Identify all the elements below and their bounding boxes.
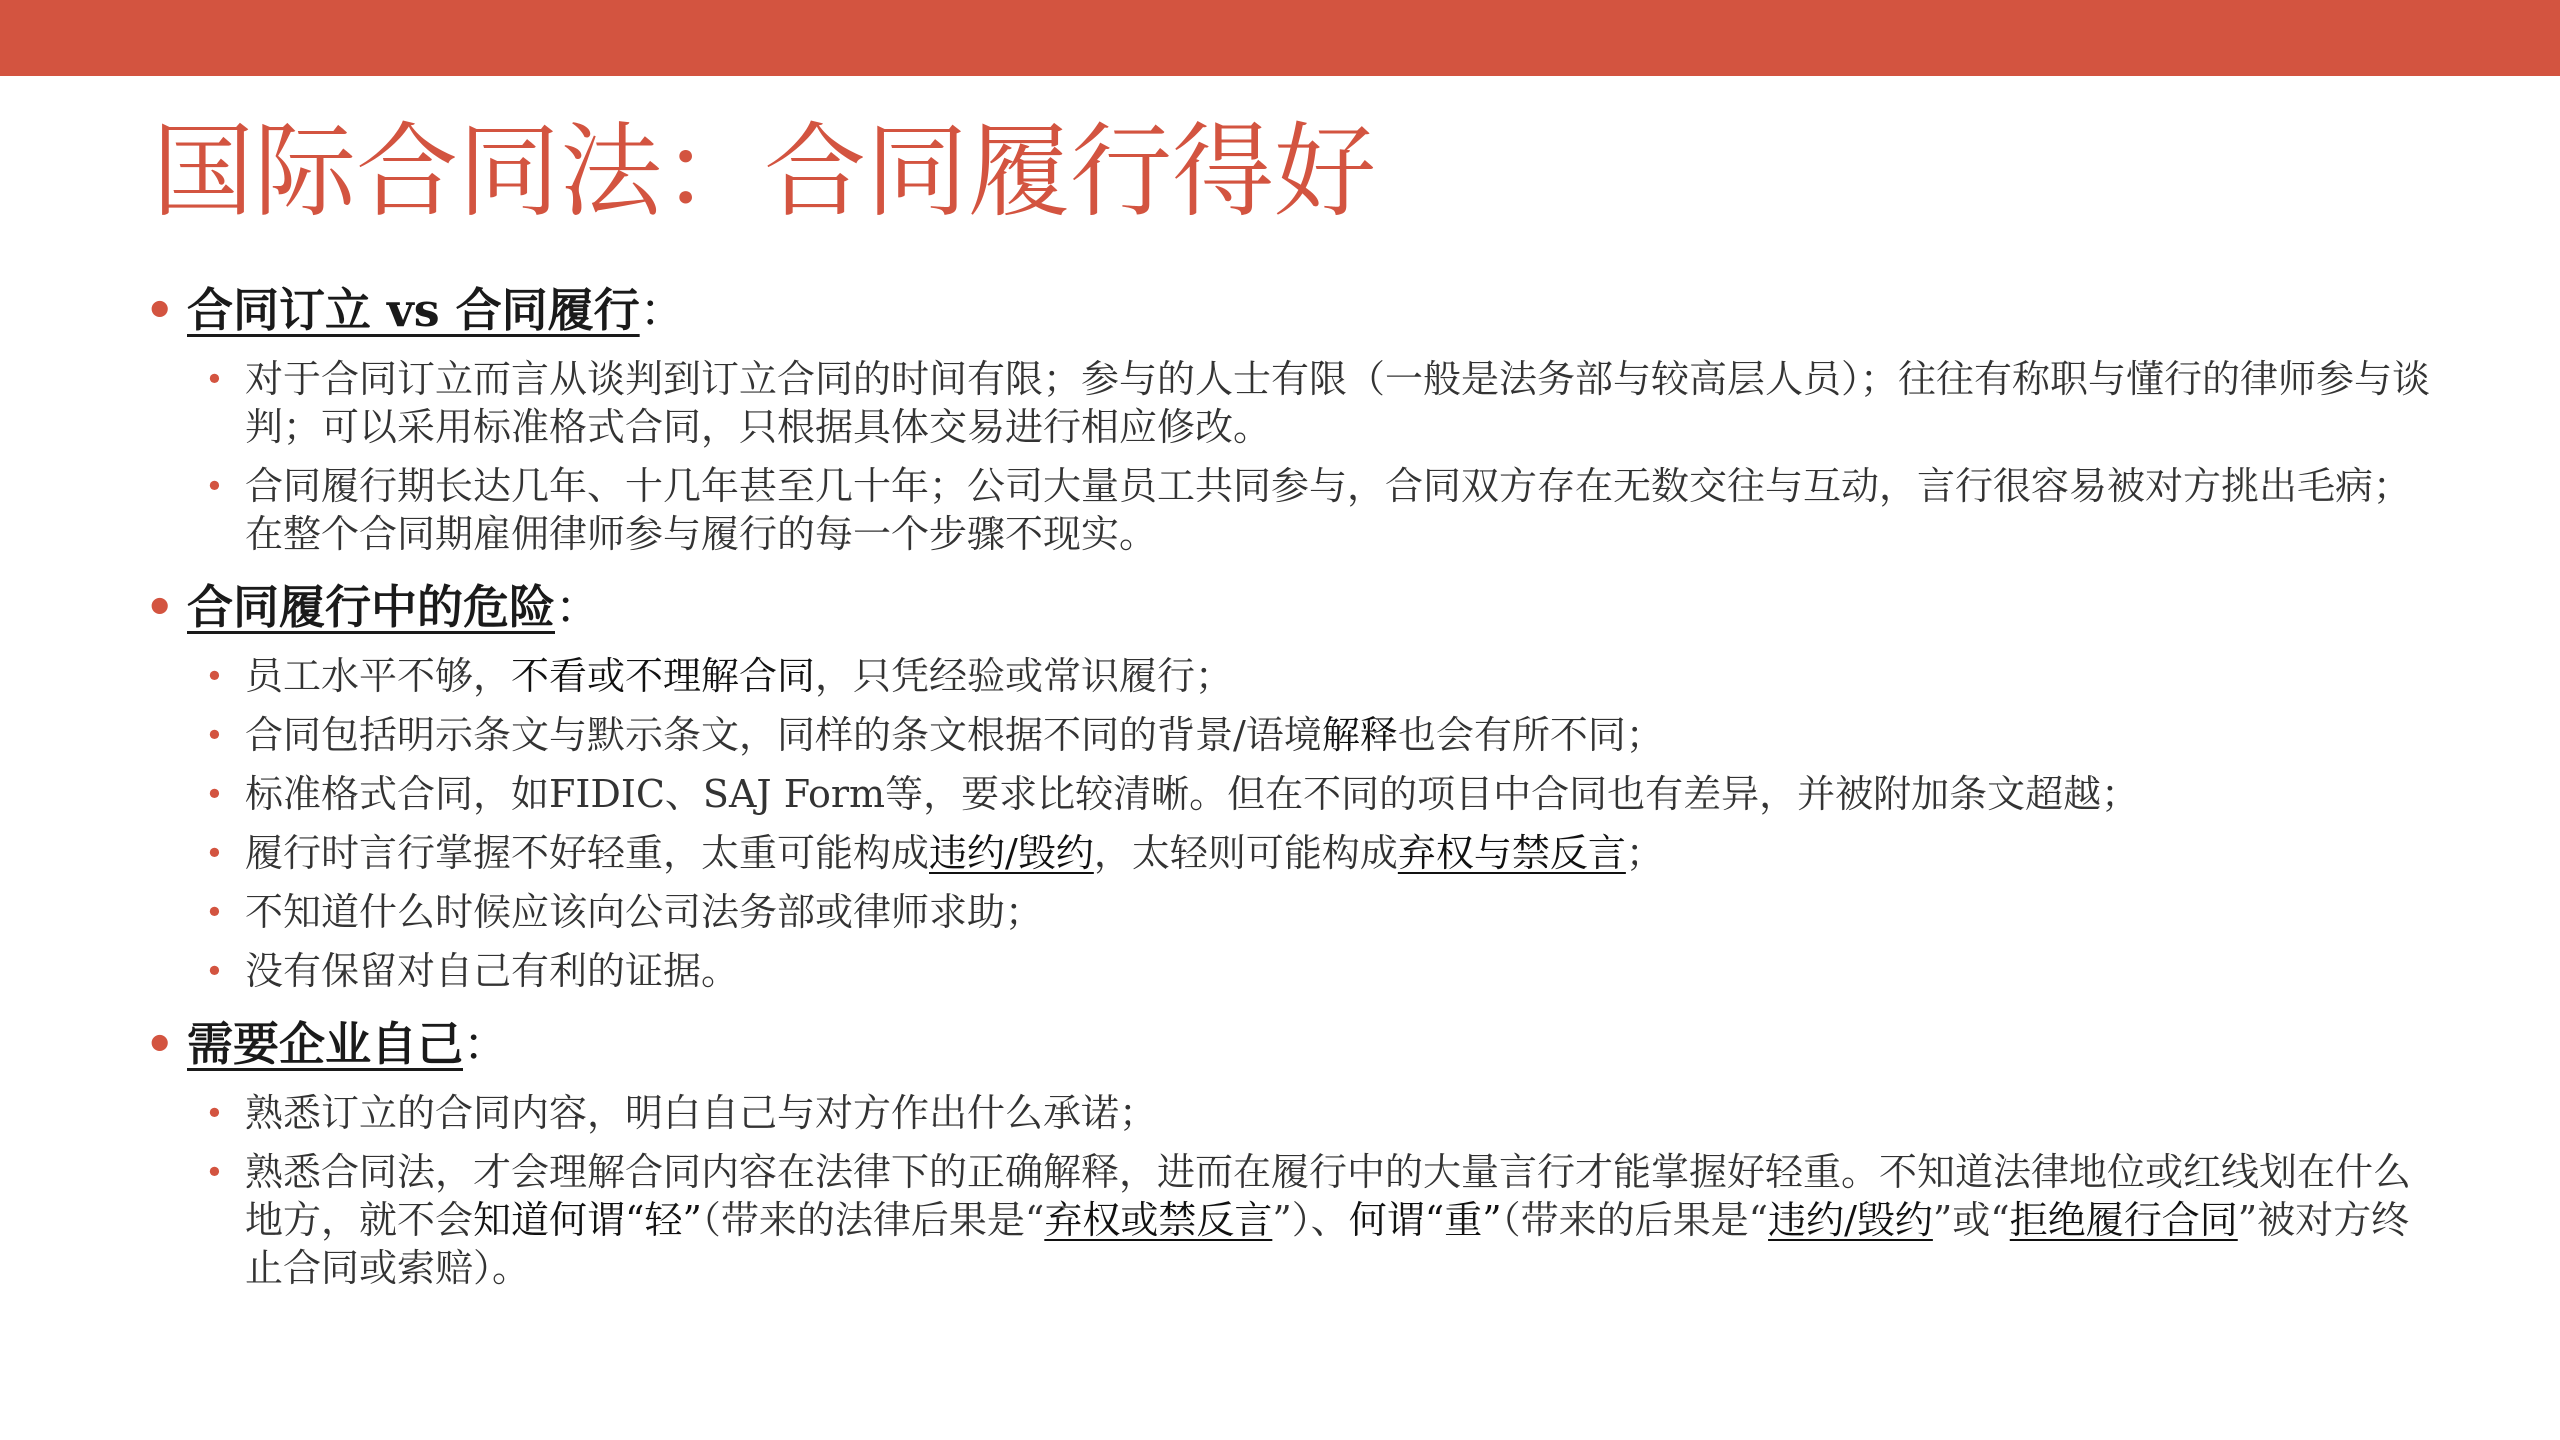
bullet-icon: • — [145, 1017, 175, 1071]
top-accent-bar — [0, 0, 2560, 76]
bullet-icon: • — [205, 1094, 224, 1132]
bullet-icon: • — [145, 580, 175, 634]
underlined-term: 弃权或禁反言 — [1044, 1198, 1273, 1242]
underlined-term: 违约/毁约 — [929, 831, 1094, 875]
section-heading: • 合同订立 vs 合同履行： — [145, 275, 2435, 345]
bullet-icon: • — [205, 893, 224, 931]
emphasis-text: 不看或不理解合同 — [511, 654, 816, 698]
list-item: • 对于合同订立而言从谈判到订立合同的时间有限；参与的人士有限（一般是法务部与较高层人员）；往往有称职与懂行的律师参与谈判；可以采用标准格式合同，只根据具体交易进行相应修改。 — [205, 357, 2431, 449]
list-item: • 合同包括明示条文与默示条文，同样的条文根据不同的背景/语境解释也会有所不同； — [205, 713, 1664, 757]
underlined-term: 违约/毁约 — [1768, 1198, 1933, 1242]
bullet-icon: • — [205, 716, 224, 754]
emphasis-text: 知道何谓“轻” — [473, 1198, 702, 1242]
list-item: • 不知道什么时候应该向公司法务部或律师求助； — [205, 890, 1044, 934]
section-enterprise-needs — [145, 1009, 2435, 1292]
sub-bullet-list — [145, 355, 2435, 558]
sub-bullet-list — [145, 652, 2435, 995]
list-item: • 标准格式合同，如FIDIC、SAJ Form等，要求比较清晰。但在不同的项目中合同也有差异，并被附加条文超越； — [205, 772, 2140, 816]
section-heading-text: 合同订立 vs 合同履行 — [187, 283, 640, 337]
bullet-icon: • — [205, 657, 224, 695]
underlined-term: 拒绝履行合同 — [2009, 1198, 2238, 1242]
underlined-term: 弃权与禁反言 — [1397, 831, 1626, 875]
section-heading-text: 合同履行中的危险 — [187, 580, 555, 634]
list-item: • 熟悉合同法，才会理解合同内容在法律下的正确解释，进而在履行中的大量言行才能掌握好轻重。不知道法律地位或红线划在什么地方，就不会知道何谓“轻”（带来的法律后果是“弃权或禁反言”）、何谓“重”（带来的后果是“违约/毁约”或“拒绝履行合同”被对方终止合同或索赔）。 — [205, 1150, 2412, 1290]
section-heading-text: 需要企业自己 — [187, 1017, 463, 1071]
bullet-icon: • — [205, 360, 224, 398]
section-performance-risks — [145, 572, 2435, 995]
list-item: • 员工水平不够，不看或不理解合同，只凭经验或常识履行； — [205, 654, 1234, 698]
section-contract-formation-vs-performance — [145, 275, 2435, 558]
bullet-icon: • — [205, 952, 224, 990]
bullet-icon: • — [205, 775, 224, 813]
bullet-icon: • — [205, 467, 224, 505]
bullet-icon: • — [205, 1153, 224, 1191]
bullet-icon: • — [205, 834, 224, 872]
list-item: • 没有保留对自己有利的证据。 — [205, 949, 740, 993]
section-heading: • 合同履行中的危险： — [145, 572, 2435, 642]
emphasis-text: 解释 — [1321, 713, 1398, 757]
list-item: • 合同履行期长达几年、十几年甚至几十年；公司大量员工共同参与，合同双方存在无数交往与互动，言行很容易被对方挑出毛病；在整个合同期雇佣律师参与履行的每一个步骤不现实。 — [205, 464, 2412, 556]
section-heading: • 需要企业自己： — [145, 1009, 2435, 1079]
list-item: • 履行时言行掌握不好轻重，太重可能构成违约/毁约，太轻则可能构成弃权与禁反言； — [205, 831, 1664, 875]
slide-title: 国际合同法：合同履行得好 — [152, 113, 1376, 232]
slide-body — [145, 275, 2435, 1303]
bullet-icon: • — [145, 283, 175, 337]
sub-bullet-list — [145, 1089, 2435, 1292]
list-item: • 熟悉订立的合同内容，明白自己与对方作出什么承诺； — [205, 1091, 1158, 1135]
emphasis-text: 何谓“重” — [1348, 1198, 1502, 1242]
